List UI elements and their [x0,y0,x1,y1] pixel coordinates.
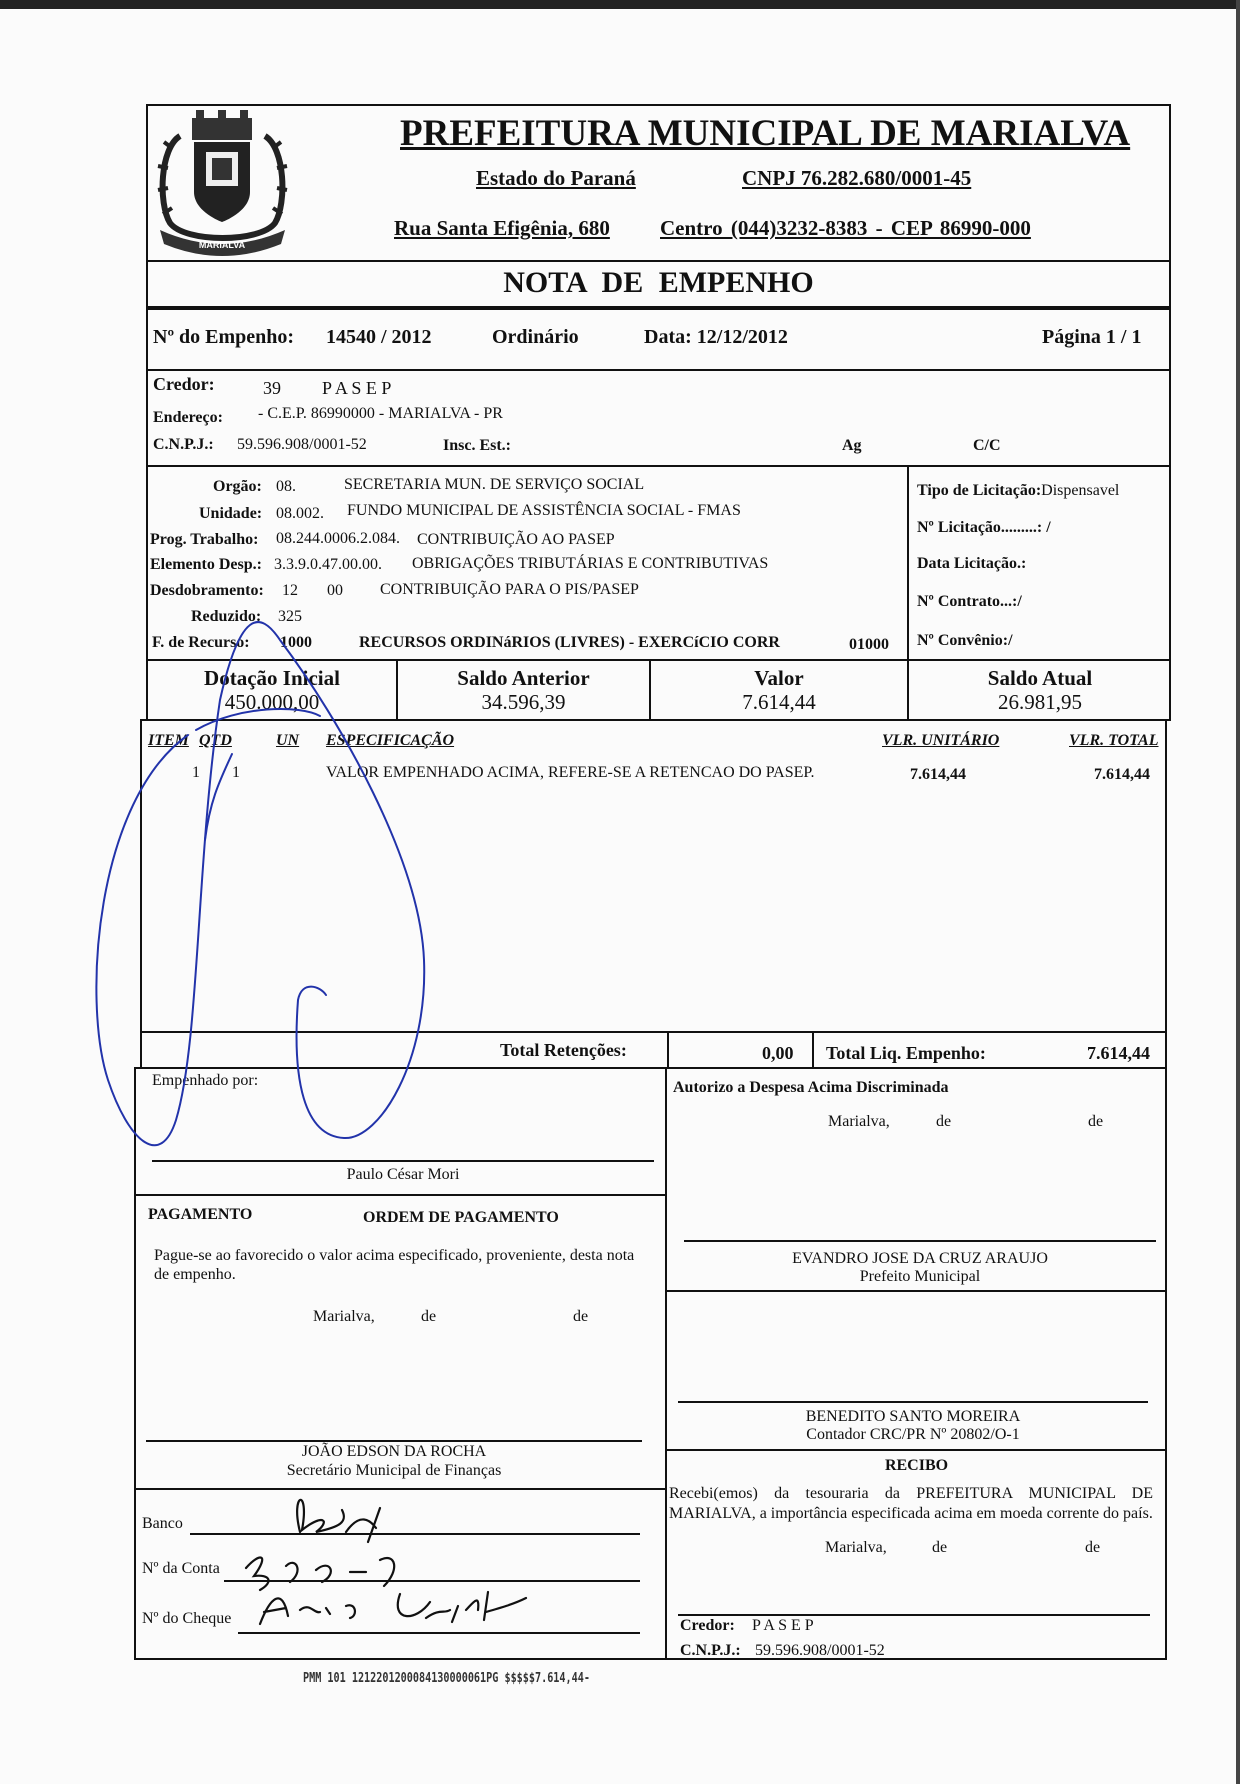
tipo-licitacao-label: Tipo de Licitação: [917,482,1042,499]
header-cnpj: CNPJ 76.282.680/0001-45 [742,166,972,190]
saldo-label: Valor [754,666,804,690]
saldo-value: 450.000,00 [224,690,320,714]
numero-convenio: Nº Convênio:/ [917,632,1013,649]
prog-trabalho-description: CONTRIBUIÇÃO AO PASEP [417,531,615,548]
credor-name: P A S E P [322,378,392,398]
cnpj-label: C.N.P.J.: [153,436,214,453]
elemento-despesa-label: Elemento Desp.: [150,556,262,573]
numero-contrato: Nº Contrato...:/ [917,593,1022,610]
empenhado-name: Paulo César Mori [346,1166,460,1183]
recibo-text: Recebi(emos) da tesouraria da PREFEITURA MUNICIPAL DE MARIALVA, a importância especificada acima em moeda corrente do país. [669,1485,1153,1522]
recibo-title: RECIBO [884,1457,949,1474]
contador-role: Contador CRC/PR Nº 20802/O-1 [806,1426,1020,1443]
table-row-total-value: 7.614,44 [1094,766,1150,783]
desdobramento-label: Desdobramento: [150,582,264,599]
signature-line [146,1440,642,1442]
unidade-code: 08.002. [276,505,324,522]
fonte-recurso-code: 1000 [280,634,312,651]
contador-name: BENEDITO SANTO MOREIRA [805,1408,1021,1425]
divider [666,1290,1167,1292]
prefeito-role: Prefeito Municipal [859,1268,981,1285]
divider [907,465,909,661]
signature-line [152,1160,654,1162]
empenho-date: Data: 12/12/2012 [644,326,788,348]
unidade-description: FUNDO MUNICIPAL DE ASSISTÊNCIA SOCIAL - FMAS [347,502,741,519]
saldo-label: Saldo Atual [987,666,1093,690]
header-street: Rua Santa Efigênia, 680 [394,216,610,240]
saldo-value: 34.596,39 [481,690,566,714]
credor-address: - C.E.P. 86990000 - MARIALVA - PR [258,405,503,422]
items-header-un: UN [276,732,300,749]
saldo-value: 26.981,95 [998,690,1082,714]
crest-banner-text: MARIALVA [198,240,246,250]
orgao-code: 08. [276,478,296,495]
municipal-crest-logo [150,108,295,260]
table-row-spec: VALOR EMPENHADO ACIMA, REFERE-SE A RETENCAO DO PASEP. [326,764,815,781]
reduzido-label: Reduzido: [191,608,262,625]
orgao-label: Orgão: [213,478,262,495]
items-header-spec: ESPECIFICAÇÃO [326,732,455,749]
financas-name: JOÃO EDSON DA ROCHA [301,1443,487,1460]
unidade-label: Unidade: [199,505,263,522]
total-liquido-label: Total Liq. Empenho: [826,1043,986,1063]
page-number: Página 1 / 1 [1042,326,1142,348]
signature-line [684,1240,1156,1242]
table-row-qtd: 1 [232,764,240,781]
desdobramento-code: 12 [282,582,298,599]
divider [666,1449,1167,1451]
mechanical-stamp: PMM 101 1212201200084130000061PG $$$$$7.614,44- [303,1671,590,1686]
table-row-unit-value: 7.614,44 [910,766,966,783]
empenho-type: Ordinário [492,326,579,348]
reduzido-code: 325 [278,608,302,625]
pagamento-place: Marialva, [313,1308,375,1325]
scan-border-right [1236,0,1240,1784]
autorizo-place: Marialva, [828,1113,890,1130]
autorizo-de1: de [936,1113,952,1130]
pagamento-de2: de [573,1308,589,1325]
recibo-credor-label: Credor: [680,1617,735,1634]
recibo-cnpj-label: C.N.P.J.: [680,1642,741,1659]
tipo-licitacao [917,482,1119,500]
empenhado-label: Empenhado por: [152,1072,259,1089]
divider [134,1194,666,1196]
saldo-value: 7.614,44 [742,690,816,714]
scan-border-top [0,0,1240,9]
state-name: Estado do Paraná [476,166,636,190]
items-header-qtd: QTD [199,732,232,749]
desdobramento-description: CONTRIBUIÇÃO PARA O PIS/PASEP [380,581,639,598]
saldo-label: Dotação Inicial [204,666,340,690]
cheque-label: Nº do Cheque [142,1610,232,1627]
prog-trabalho-label: Prog. Trabalho: [150,531,259,548]
prefeito-name: EVANDRO JOSE DA CRUZ ARAUJO [792,1250,1048,1267]
empenho-number-label: Nº do Empenho: [153,326,295,348]
desdobramento-sub: 00 [327,582,343,599]
recibo-credor-name: P A S E P [752,1617,814,1634]
financas-role: Secretário Municipal de Finanças [286,1462,502,1479]
autorizo-de2: de [1088,1113,1104,1130]
saldo-label: Saldo Anterior [457,666,590,690]
pagamento-de1: de [421,1308,437,1325]
pagamento-label: PAGAMENTO [148,1206,253,1223]
banco-label: Banco [142,1515,183,1532]
divider [665,1067,667,1660]
credor-cnpj: 59.596.908/0001-52 [237,436,367,453]
total-retencoes-value: 0,00 [762,1043,794,1063]
orgao-description: SECRETARIA MUN. DE SERVIÇO SOCIAL [344,476,645,493]
insc-est-label: Insc. Est.: [443,437,512,454]
totals-frame [140,1031,1167,1069]
autorizo-label: Autorizo a Despesa Acima Discriminada [673,1079,949,1096]
elemento-despesa-code: 3.3.9.0.47.00.00. [274,556,382,573]
numero-licitacao: Nº Licitação.........: / [917,519,1051,536]
header-address-rest: Centro (044)3232-8383 - CEP 86990-000 [660,216,1031,240]
total-liquido-value: 7.614,44 [1087,1043,1150,1063]
empenho-number: 14540 / 2012 [326,326,432,348]
agency-label: Ag [842,437,862,454]
prog-trabalho-code: 08.244.0006.2.084. [276,530,400,547]
fonte-recurso-label: F. de Recurso: [152,634,250,651]
divider [146,260,1171,262]
recibo-de2: de [1085,1539,1101,1556]
tipo-licitacao-value: Dispensavel [1041,482,1120,499]
recibo-de1: de [932,1539,948,1556]
divider [667,1031,669,1069]
pagamento-text: Pague-se ao favorecido o valor acima especificado, proveniente, desta nota de empenho. [154,1247,635,1283]
recibo-cnpj: 59.596.908/0001-52 [755,1642,885,1659]
data-licitacao: Data Licitação.: [917,555,1027,572]
items-header-total-value: VLR. TOTAL [1069,732,1159,749]
table-row-item: 1 [192,764,200,781]
divider [812,1031,814,1069]
items-header-unit-value: VLR. UNITÁRIO [882,732,1000,749]
elemento-despesa-description: OBRIGAÇÕES TRIBUTÁRIAS E CONTRIBUTIVAS [412,555,769,572]
conta-label: Nº da Conta [142,1560,220,1577]
credor-code: 39 [263,378,281,398]
municipality-title: PREFEITURA MUNICIPAL DE MARIALVA [400,113,1131,154]
signature-line [678,1614,1150,1616]
fonte-recurso-number: 01000 [849,636,889,653]
credor-label: Credor: [153,374,215,394]
ordem-pagamento-title: ORDEM DE PAGAMENTO [363,1209,559,1226]
recibo-place: Marialva, [825,1539,887,1556]
total-retencoes-label: Total Retenções: [500,1040,627,1060]
signature-line [678,1401,1148,1403]
address-label: Endereço: [153,409,223,426]
handwritten-bank-entries [230,1482,560,1642]
document-title: NOTA DE EMPENHO [503,266,814,299]
items-header-item: ITEM [148,732,189,749]
account-label: C/C [973,437,1001,454]
fonte-recurso-description: RECURSOS ORDINáRIOS (LIVRES) - EXERCíCIO CORR [359,634,780,651]
